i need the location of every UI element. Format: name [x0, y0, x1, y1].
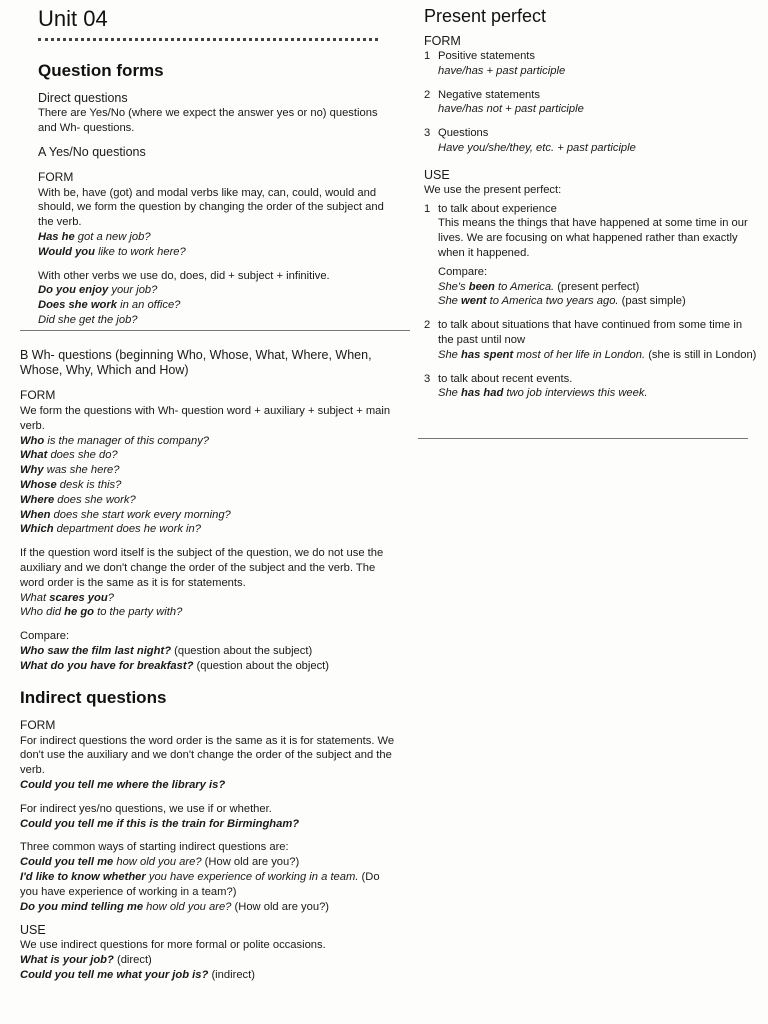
wh-questions-section: [20, 348, 395, 983]
example-line: When does she start work every morning?: [20, 508, 231, 521]
way-line: I'd like to know whether you have experience of working in a team. (Do you have experience of working in a team?): [20, 870, 380, 898]
use-example: Could you tell me what your job is? (indirect): [20, 968, 255, 981]
example-line: Which department does he work in?: [20, 523, 201, 536]
use-label: USE: [20, 923, 46, 938]
example-line: Who did he go to the party with?: [20, 606, 183, 619]
present-perfect-section: [424, 6, 760, 401]
subject-question-text: If the question word itself is the subject of the question, we do not use the auxiliary and we don't change the order of the subject and the verb. The word order is the same as it is for statements.: [20, 547, 384, 589]
indirect-form-text: For indirect questions the word order is the same as it is for statements. We don't use the auxiliary and we don't change the order of the subject and the verb.: [20, 734, 395, 777]
example-line: Could you tell me if this is the train for Birmingham?: [20, 817, 300, 830]
present-perfect-title: Present perfect: [424, 6, 547, 26]
example-line: Would you like to work here?: [38, 245, 186, 258]
example-line: Whose desk is this?: [20, 478, 122, 491]
use-item: 2 to talk about situations that have continued from some time in the past until now She has spent most of her life in London. (she is still in London): [424, 319, 757, 361]
wh-form-text: We form the questions with Wh- question word + auxiliary + subject + main verb.: [20, 405, 391, 432]
use-item: 1 to talk about experience This means the things that have happened at some time in our lives. We are focusing on what happened rather than exactly when it happened. Compare: She's been to America. (present perfect) She went to America two years ago. (past simple): [424, 202, 748, 308]
other-verbs-text: With other verbs we use do, does, did + subject + infinitive.: [38, 269, 330, 282]
direct-questions-title: Direct questions: [38, 91, 128, 105]
example-line: Why was she here?: [20, 464, 120, 477]
form-label: FORM: [20, 388, 56, 402]
form-label: FORM: [20, 717, 56, 732]
three-ways-text: Three common ways of starting indirect questions are:: [20, 841, 289, 854]
question-forms-section: [38, 6, 398, 328]
form-item: 2 Negative statements have/has not + past participle: [424, 88, 584, 116]
unit-title: Unit 04: [38, 6, 108, 31]
example-line: Could you tell me where the library is?: [20, 778, 226, 791]
example-line: Do you enjoy your job?: [38, 284, 158, 297]
direct-intro: There are Yes/No (where we expect the answer yes or no) questions and Wh- questions.: [38, 107, 378, 134]
compare-line: What do you have for breakfast? (question about the object): [20, 659, 330, 672]
section-divider: [20, 330, 410, 331]
yes-no-heading: A Yes/No questions: [38, 144, 146, 159]
use-intro: We use the present perfect:: [424, 183, 562, 196]
example-line: Does she work in an office?: [38, 299, 181, 312]
section-divider: [418, 438, 748, 439]
question-forms-title: Question forms: [38, 61, 164, 80]
form-label: FORM: [424, 34, 461, 48]
indirect-use-text: We use indirect questions for more formal or polite occasions.: [20, 939, 326, 952]
yes-no-indirect-text: For indirect yes/no questions, we use if or whether.: [20, 802, 272, 815]
compare-label: Compare:: [20, 630, 70, 643]
example-line: Has he got a new job?: [38, 230, 151, 243]
example-line: What does she do?: [20, 449, 118, 462]
example-line: Where does she work?: [20, 493, 136, 506]
dotted-divider: [38, 38, 378, 41]
use-item: 3 to talk about recent events. She has had two job interviews this week.: [424, 372, 648, 400]
example-line: Who is the manager of this company?: [20, 434, 210, 447]
example-line: Did she get the job?: [38, 313, 138, 326]
way-line: Could you tell me how old you are? (How old are you?): [20, 856, 300, 869]
wh-heading: B Wh- questions (beginning Who, Whose, What, Where, When, Whose, Why, Which and How): [20, 348, 372, 377]
use-example: What is your job? (direct): [20, 954, 152, 967]
form-item: 3 Questions Have you/she/they, etc. + past participle: [424, 127, 636, 154]
indirect-questions-title: Indirect questions: [20, 687, 167, 707]
form-label: FORM: [38, 169, 74, 184]
way-line: Do you mind telling me how old you are? (How old are you?): [20, 900, 330, 913]
form-item: 1 Positive statements have/has + past participle: [424, 50, 566, 77]
compare-line: Who saw the film last night? (question about the subject): [20, 644, 313, 657]
wh-example-list: [20, 434, 395, 538]
yes-no-form-text: With be, have (got) and modal verbs like may, can, could, would and should, we form the question by changing the order of the subject and the verb.: [38, 186, 384, 229]
use-label: USE: [424, 167, 450, 182]
example-line: What scares you?: [20, 591, 114, 604]
